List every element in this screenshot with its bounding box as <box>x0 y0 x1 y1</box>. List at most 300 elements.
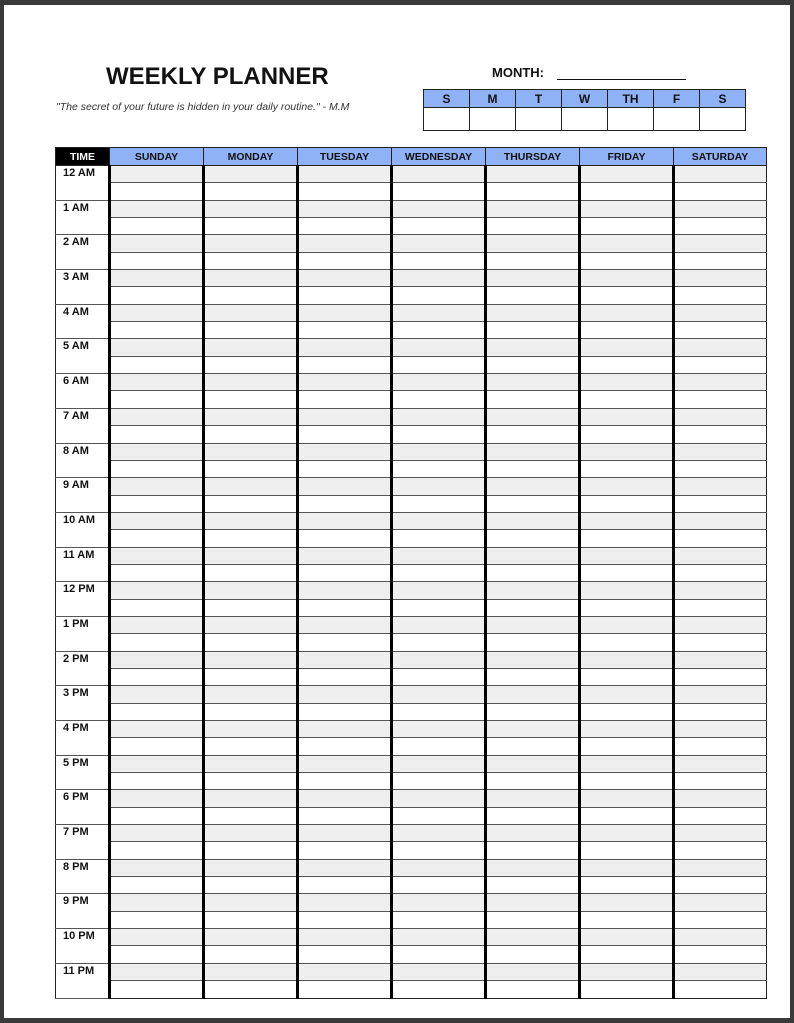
schedule-cell[interactable] <box>392 582 486 599</box>
schedule-cell[interactable] <box>110 374 204 391</box>
schedule-cell[interactable] <box>204 755 298 772</box>
schedule-cell[interactable] <box>486 738 580 755</box>
schedule-cell[interactable] <box>392 825 486 842</box>
schedule-cell[interactable] <box>204 929 298 946</box>
schedule-cell[interactable] <box>674 304 767 321</box>
schedule-cell[interactable] <box>110 391 204 408</box>
schedule-cell[interactable] <box>486 304 580 321</box>
schedule-cell[interactable] <box>110 877 204 894</box>
schedule-cell[interactable] <box>204 946 298 963</box>
schedule-cell[interactable] <box>580 651 674 668</box>
schedule-cell[interactable] <box>392 166 486 183</box>
schedule-cell[interactable] <box>110 356 204 373</box>
schedule-cell[interactable] <box>580 200 674 217</box>
schedule-cell[interactable] <box>298 478 392 495</box>
schedule-cell[interactable] <box>110 426 204 443</box>
schedule-cell[interactable] <box>580 408 674 425</box>
schedule-cell[interactable] <box>110 738 204 755</box>
schedule-cell[interactable] <box>674 668 767 685</box>
schedule-cell[interactable] <box>674 686 767 703</box>
schedule-cell[interactable] <box>392 929 486 946</box>
schedule-cell[interactable] <box>204 651 298 668</box>
schedule-cell[interactable] <box>486 599 580 616</box>
schedule-cell[interactable] <box>298 408 392 425</box>
schedule-cell[interactable] <box>580 252 674 269</box>
schedule-cell[interactable] <box>298 686 392 703</box>
schedule-cell[interactable] <box>674 512 767 529</box>
schedule-cell[interactable] <box>674 183 767 200</box>
schedule-cell[interactable] <box>674 859 767 876</box>
schedule-cell[interactable] <box>110 200 204 217</box>
schedule-cell[interactable] <box>204 599 298 616</box>
schedule-cell[interactable] <box>674 738 767 755</box>
schedule-cell[interactable] <box>298 443 392 460</box>
schedule-cell[interactable] <box>110 929 204 946</box>
schedule-cell[interactable] <box>486 564 580 581</box>
schedule-cell[interactable] <box>486 634 580 651</box>
schedule-cell[interactable] <box>392 616 486 633</box>
schedule-cell[interactable] <box>674 946 767 963</box>
schedule-cell[interactable] <box>580 443 674 460</box>
schedule-cell[interactable] <box>110 339 204 356</box>
schedule-cell[interactable] <box>674 270 767 287</box>
schedule-cell[interactable] <box>392 478 486 495</box>
schedule-cell[interactable] <box>486 478 580 495</box>
schedule-cell[interactable] <box>580 703 674 720</box>
schedule-cell[interactable] <box>486 668 580 685</box>
schedule-cell[interactable] <box>110 252 204 269</box>
schedule-cell[interactable] <box>204 166 298 183</box>
schedule-cell[interactable] <box>486 322 580 339</box>
schedule-cell[interactable] <box>392 530 486 547</box>
schedule-cell[interactable] <box>204 495 298 512</box>
schedule-cell[interactable] <box>486 859 580 876</box>
schedule-cell[interactable] <box>204 894 298 911</box>
schedule-cell[interactable] <box>110 981 204 998</box>
schedule-cell[interactable] <box>110 790 204 807</box>
schedule-cell[interactable] <box>204 391 298 408</box>
schedule-cell[interactable] <box>392 304 486 321</box>
schedule-cell[interactable] <box>110 287 204 304</box>
schedule-cell[interactable] <box>580 322 674 339</box>
schedule-cell[interactable] <box>204 512 298 529</box>
schedule-cell[interactable] <box>486 842 580 859</box>
schedule-cell[interactable] <box>204 356 298 373</box>
schedule-cell[interactable] <box>580 807 674 824</box>
schedule-cell[interactable] <box>204 304 298 321</box>
schedule-cell[interactable] <box>580 426 674 443</box>
schedule-cell[interactable] <box>580 963 674 980</box>
schedule-cell[interactable] <box>204 235 298 252</box>
schedule-cell[interactable] <box>110 443 204 460</box>
schedule-cell[interactable] <box>392 755 486 772</box>
schedule-cell[interactable] <box>486 929 580 946</box>
schedule-cell[interactable] <box>110 668 204 685</box>
schedule-cell[interactable] <box>392 339 486 356</box>
schedule-cell[interactable] <box>674 773 767 790</box>
schedule-cell[interactable] <box>486 963 580 980</box>
schedule-cell[interactable] <box>298 218 392 235</box>
schedule-cell[interactable] <box>110 651 204 668</box>
schedule-cell[interactable] <box>486 686 580 703</box>
schedule-cell[interactable] <box>298 287 392 304</box>
schedule-cell[interactable] <box>298 200 392 217</box>
schedule-cell[interactable] <box>204 443 298 460</box>
schedule-cell[interactable] <box>392 599 486 616</box>
schedule-cell[interactable] <box>486 252 580 269</box>
schedule-cell[interactable] <box>486 443 580 460</box>
dow-date-box[interactable] <box>654 108 700 131</box>
schedule-cell[interactable] <box>674 807 767 824</box>
schedule-cell[interactable] <box>298 599 392 616</box>
schedule-cell[interactable] <box>580 790 674 807</box>
schedule-cell[interactable] <box>674 530 767 547</box>
schedule-cell[interactable] <box>392 495 486 512</box>
schedule-cell[interactable] <box>204 374 298 391</box>
schedule-cell[interactable] <box>392 946 486 963</box>
schedule-cell[interactable] <box>204 287 298 304</box>
schedule-cell[interactable] <box>486 755 580 772</box>
schedule-cell[interactable] <box>204 530 298 547</box>
schedule-cell[interactable] <box>204 200 298 217</box>
schedule-cell[interactable] <box>674 790 767 807</box>
schedule-cell[interactable] <box>674 842 767 859</box>
schedule-cell[interactable] <box>298 270 392 287</box>
schedule-cell[interactable] <box>392 703 486 720</box>
schedule-cell[interactable] <box>580 946 674 963</box>
schedule-cell[interactable] <box>674 651 767 668</box>
schedule-cell[interactable] <box>298 946 392 963</box>
schedule-cell[interactable] <box>580 582 674 599</box>
schedule-cell[interactable] <box>298 668 392 685</box>
schedule-cell[interactable] <box>392 894 486 911</box>
schedule-cell[interactable] <box>674 634 767 651</box>
schedule-cell[interactable] <box>392 651 486 668</box>
schedule-cell[interactable] <box>392 634 486 651</box>
schedule-cell[interactable] <box>298 356 392 373</box>
schedule-cell[interactable] <box>204 616 298 633</box>
schedule-cell[interactable] <box>486 408 580 425</box>
schedule-cell[interactable] <box>204 825 298 842</box>
schedule-cell[interactable] <box>674 408 767 425</box>
schedule-cell[interactable] <box>486 374 580 391</box>
schedule-cell[interactable] <box>486 616 580 633</box>
schedule-cell[interactable] <box>674 356 767 373</box>
schedule-cell[interactable] <box>110 807 204 824</box>
schedule-cell[interactable] <box>486 512 580 529</box>
schedule-cell[interactable] <box>110 894 204 911</box>
schedule-cell[interactable] <box>486 703 580 720</box>
schedule-cell[interactable] <box>298 304 392 321</box>
schedule-cell[interactable] <box>110 911 204 928</box>
schedule-cell[interactable] <box>486 981 580 998</box>
schedule-cell[interactable] <box>298 339 392 356</box>
schedule-cell[interactable] <box>486 911 580 928</box>
schedule-cell[interactable] <box>392 200 486 217</box>
schedule-cell[interactable] <box>392 374 486 391</box>
schedule-cell[interactable] <box>392 287 486 304</box>
schedule-cell[interactable] <box>298 426 392 443</box>
schedule-cell[interactable] <box>580 894 674 911</box>
schedule-cell[interactable] <box>392 738 486 755</box>
schedule-cell[interactable] <box>204 252 298 269</box>
dow-date-box[interactable] <box>700 108 746 131</box>
schedule-cell[interactable] <box>486 530 580 547</box>
schedule-cell[interactable] <box>110 270 204 287</box>
schedule-cell[interactable] <box>298 183 392 200</box>
schedule-cell[interactable] <box>392 512 486 529</box>
schedule-cell[interactable] <box>392 721 486 738</box>
schedule-cell[interactable] <box>298 322 392 339</box>
schedule-cell[interactable] <box>580 218 674 235</box>
schedule-cell[interactable] <box>580 478 674 495</box>
schedule-cell[interactable] <box>486 166 580 183</box>
schedule-cell[interactable] <box>486 235 580 252</box>
schedule-cell[interactable] <box>674 218 767 235</box>
schedule-cell[interactable] <box>674 322 767 339</box>
schedule-cell[interactable] <box>110 721 204 738</box>
schedule-cell[interactable] <box>580 825 674 842</box>
schedule-cell[interactable] <box>298 929 392 946</box>
schedule-cell[interactable] <box>674 877 767 894</box>
schedule-cell[interactable] <box>298 894 392 911</box>
schedule-cell[interactable] <box>204 322 298 339</box>
schedule-cell[interactable] <box>486 807 580 824</box>
schedule-cell[interactable] <box>674 599 767 616</box>
schedule-cell[interactable] <box>110 634 204 651</box>
schedule-cell[interactable] <box>580 616 674 633</box>
schedule-cell[interactable] <box>486 582 580 599</box>
schedule-cell[interactable] <box>110 460 204 477</box>
schedule-cell[interactable] <box>204 686 298 703</box>
schedule-cell[interactable] <box>486 426 580 443</box>
schedule-cell[interactable] <box>486 356 580 373</box>
schedule-cell[interactable] <box>392 911 486 928</box>
schedule-cell[interactable] <box>204 842 298 859</box>
schedule-cell[interactable] <box>204 773 298 790</box>
schedule-cell[interactable] <box>298 703 392 720</box>
schedule-cell[interactable] <box>486 773 580 790</box>
schedule-cell[interactable] <box>674 963 767 980</box>
schedule-cell[interactable] <box>486 200 580 217</box>
schedule-cell[interactable] <box>392 391 486 408</box>
schedule-cell[interactable] <box>580 668 674 685</box>
schedule-cell[interactable] <box>580 686 674 703</box>
dow-date-box[interactable] <box>424 108 470 131</box>
schedule-cell[interactable] <box>674 460 767 477</box>
schedule-cell[interactable] <box>486 721 580 738</box>
schedule-cell[interactable] <box>110 495 204 512</box>
schedule-cell[interactable] <box>674 287 767 304</box>
schedule-cell[interactable] <box>298 166 392 183</box>
schedule-cell[interactable] <box>392 235 486 252</box>
schedule-cell[interactable] <box>580 287 674 304</box>
schedule-cell[interactable] <box>674 582 767 599</box>
schedule-cell[interactable] <box>674 755 767 772</box>
dow-date-box[interactable] <box>608 108 654 131</box>
schedule-cell[interactable] <box>674 166 767 183</box>
schedule-cell[interactable] <box>110 218 204 235</box>
schedule-cell[interactable] <box>486 651 580 668</box>
schedule-cell[interactable] <box>298 564 392 581</box>
schedule-cell[interactable] <box>298 582 392 599</box>
schedule-cell[interactable] <box>298 842 392 859</box>
schedule-cell[interactable] <box>298 252 392 269</box>
dow-date-box[interactable] <box>562 108 608 131</box>
schedule-cell[interactable] <box>110 859 204 876</box>
schedule-cell[interactable] <box>580 738 674 755</box>
schedule-cell[interactable] <box>204 877 298 894</box>
schedule-cell[interactable] <box>110 686 204 703</box>
schedule-cell[interactable] <box>298 616 392 633</box>
schedule-cell[interactable] <box>580 564 674 581</box>
schedule-cell[interactable] <box>392 790 486 807</box>
schedule-cell[interactable] <box>204 582 298 599</box>
schedule-cell[interactable] <box>392 686 486 703</box>
schedule-cell[interactable] <box>110 304 204 321</box>
schedule-cell[interactable] <box>674 495 767 512</box>
schedule-cell[interactable] <box>392 859 486 876</box>
schedule-cell[interactable] <box>298 859 392 876</box>
schedule-cell[interactable] <box>580 599 674 616</box>
schedule-cell[interactable] <box>110 599 204 616</box>
schedule-cell[interactable] <box>204 859 298 876</box>
schedule-cell[interactable] <box>298 391 392 408</box>
schedule-cell[interactable] <box>204 270 298 287</box>
schedule-cell[interactable] <box>392 252 486 269</box>
schedule-cell[interactable] <box>486 894 580 911</box>
schedule-cell[interactable] <box>110 478 204 495</box>
schedule-cell[interactable] <box>580 270 674 287</box>
schedule-cell[interactable] <box>298 981 392 998</box>
schedule-cell[interactable] <box>298 755 392 772</box>
schedule-cell[interactable] <box>674 825 767 842</box>
schedule-cell[interactable] <box>392 426 486 443</box>
schedule-cell[interactable] <box>486 790 580 807</box>
schedule-cell[interactable] <box>298 825 392 842</box>
schedule-cell[interactable] <box>110 166 204 183</box>
schedule-cell[interactable] <box>204 460 298 477</box>
schedule-cell[interactable] <box>298 634 392 651</box>
schedule-cell[interactable] <box>110 963 204 980</box>
schedule-cell[interactable] <box>674 616 767 633</box>
schedule-cell[interactable] <box>392 668 486 685</box>
schedule-cell[interactable] <box>392 963 486 980</box>
schedule-cell[interactable] <box>486 547 580 564</box>
schedule-cell[interactable] <box>204 703 298 720</box>
schedule-cell[interactable] <box>392 443 486 460</box>
schedule-cell[interactable] <box>580 859 674 876</box>
schedule-cell[interactable] <box>392 564 486 581</box>
schedule-cell[interactable] <box>298 512 392 529</box>
schedule-cell[interactable] <box>674 443 767 460</box>
schedule-cell[interactable] <box>392 842 486 859</box>
schedule-cell[interactable] <box>486 218 580 235</box>
schedule-cell[interactable] <box>674 374 767 391</box>
schedule-cell[interactable] <box>580 183 674 200</box>
schedule-cell[interactable] <box>110 408 204 425</box>
schedule-cell[interactable] <box>674 478 767 495</box>
schedule-cell[interactable] <box>674 703 767 720</box>
schedule-cell[interactable] <box>580 166 674 183</box>
schedule-cell[interactable] <box>580 634 674 651</box>
schedule-cell[interactable] <box>204 668 298 685</box>
schedule-cell[interactable] <box>392 773 486 790</box>
schedule-cell[interactable] <box>580 755 674 772</box>
schedule-cell[interactable] <box>110 564 204 581</box>
schedule-cell[interactable] <box>580 374 674 391</box>
schedule-cell[interactable] <box>110 946 204 963</box>
schedule-cell[interactable] <box>110 842 204 859</box>
schedule-cell[interactable] <box>392 877 486 894</box>
schedule-cell[interactable] <box>204 634 298 651</box>
schedule-cell[interactable] <box>392 356 486 373</box>
schedule-cell[interactable] <box>204 738 298 755</box>
schedule-cell[interactable] <box>486 270 580 287</box>
schedule-cell[interactable] <box>204 426 298 443</box>
schedule-cell[interactable] <box>298 651 392 668</box>
schedule-cell[interactable] <box>204 183 298 200</box>
schedule-cell[interactable] <box>392 408 486 425</box>
schedule-cell[interactable] <box>486 495 580 512</box>
schedule-cell[interactable] <box>674 200 767 217</box>
schedule-cell[interactable] <box>110 235 204 252</box>
schedule-cell[interactable] <box>674 929 767 946</box>
schedule-cell[interactable] <box>674 339 767 356</box>
dow-date-box[interactable] <box>516 108 562 131</box>
schedule-cell[interactable] <box>486 460 580 477</box>
schedule-cell[interactable] <box>486 339 580 356</box>
schedule-cell[interactable] <box>110 530 204 547</box>
schedule-cell[interactable] <box>204 564 298 581</box>
schedule-cell[interactable] <box>580 339 674 356</box>
schedule-cell[interactable] <box>204 721 298 738</box>
schedule-cell[interactable] <box>204 807 298 824</box>
schedule-cell[interactable] <box>486 877 580 894</box>
schedule-cell[interactable] <box>204 981 298 998</box>
schedule-cell[interactable] <box>392 547 486 564</box>
schedule-cell[interactable] <box>110 547 204 564</box>
schedule-cell[interactable] <box>110 703 204 720</box>
schedule-cell[interactable] <box>486 183 580 200</box>
schedule-cell[interactable] <box>580 842 674 859</box>
schedule-cell[interactable] <box>204 478 298 495</box>
schedule-cell[interactable] <box>580 512 674 529</box>
schedule-cell[interactable] <box>110 322 204 339</box>
schedule-cell[interactable] <box>580 981 674 998</box>
schedule-cell[interactable] <box>298 790 392 807</box>
schedule-cell[interactable] <box>674 721 767 738</box>
schedule-cell[interactable] <box>580 391 674 408</box>
schedule-cell[interactable] <box>674 981 767 998</box>
schedule-cell[interactable] <box>298 547 392 564</box>
schedule-cell[interactable] <box>110 773 204 790</box>
schedule-cell[interactable] <box>298 721 392 738</box>
schedule-cell[interactable] <box>674 426 767 443</box>
schedule-cell[interactable] <box>110 755 204 772</box>
schedule-cell[interactable] <box>580 773 674 790</box>
schedule-cell[interactable] <box>580 304 674 321</box>
schedule-cell[interactable] <box>580 495 674 512</box>
schedule-cell[interactable] <box>298 807 392 824</box>
schedule-cell[interactable] <box>392 322 486 339</box>
schedule-cell[interactable] <box>298 374 392 391</box>
schedule-cell[interactable] <box>580 460 674 477</box>
schedule-cell[interactable] <box>580 235 674 252</box>
schedule-cell[interactable] <box>110 825 204 842</box>
schedule-cell[interactable] <box>674 235 767 252</box>
schedule-cell[interactable] <box>580 356 674 373</box>
